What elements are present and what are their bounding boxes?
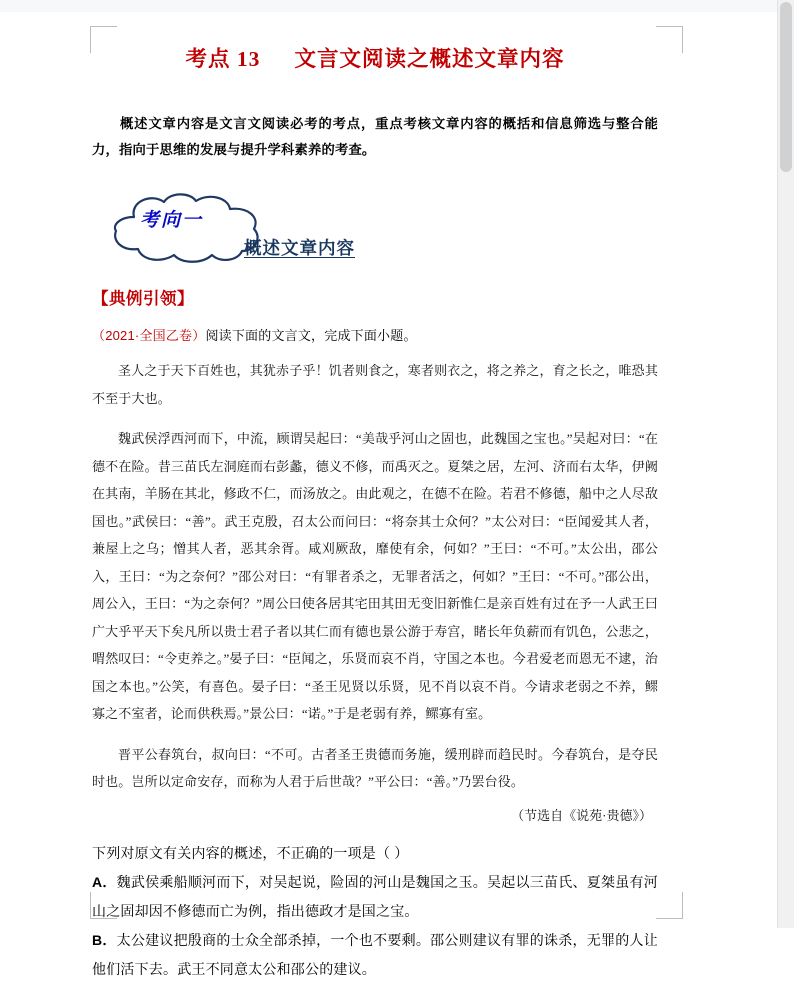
document-page xyxy=(0,12,778,977)
passage-attribution: （节选自《说苑·贵德》） xyxy=(511,807,652,823)
page-title xyxy=(92,42,658,73)
viewport-top-strip xyxy=(0,0,778,12)
crop-mark-top-right xyxy=(656,26,683,53)
cloud-label: 考向一 xyxy=(140,210,204,231)
crop-mark-bottom-right xyxy=(656,892,683,919)
option-a-text: 魏武侯乘船顺河而下，对吴起说，险固的河山是魏国之玉。吴起以三苗氏、夏桀虽有河山之固却因不修德而亡为例，指出德政才是国之宝。 xyxy=(92,874,658,919)
option-a-label: A． xyxy=(92,874,117,890)
title-text: 文言文阅读之概述文章内容 xyxy=(294,47,565,71)
passage-paragraph: 魏武侯浮西河而下，中流，顾谓吴起曰：“美哉乎河山之固也，此魏国之宝也。”吴起对曰：“在德不在险。昔三苗氏左洞庭而右彭蠡，德义不修，而禹灭之。夏桀之居，左河、济而右太华，伊阙在其南，羊肠在其北，修政不仁，而汤放之。由此观之，在德不在险。若君不修德，船中之人尽敌国也。”武侯曰：“善”。武王克殷，召太公而问曰：“将奈其士众何？”太公对曰：“臣闻爱其人者，兼屋上之乌；憎其人者，恶其余胥。咸刈厥敌，靡使有余，何如？”王曰：“不可。”太公出，邵公入，王曰：“为之奈何？”邵公对曰：“有罪者杀之，无罪者活之，何如？”王曰：“不可。”邵公出，周公入，王曰：“为之奈何？”周公曰使各居其宅田其田无变旧新惟仁是亲百姓有过在予一人武王曰广大乎平天下矣凡所以贵士君子者以其仁而有德也景公游于寿宫，睹长年负薪而有饥色，公悲之，喟然叹曰：“令吏养之。”晏子曰：“臣闻之，乐贤而哀不肖，守国之本也。今君爱老而恩无不逮，治国之本也。”公笑，有喜色。晏子曰：“圣王见贤以乐贤，见不肖以哀不肖。今请求老弱之不养，鳏寡之不室者，论而供秩焉。”景公曰：“诺。”于是老弱有养，鳏寡有室。 xyxy=(92,431,658,721)
callout-row xyxy=(92,191,658,283)
exam-source-tag: （2021·全国乙卷） xyxy=(92,328,206,343)
lead-example-tag: 【典例引领】 xyxy=(92,289,194,308)
question-stem: 下列对原文有关内容的概述，不正确的一项是（ ） xyxy=(92,845,409,861)
scrollbar-thumb[interactable] xyxy=(780,2,792,172)
title-number: 考点 13 xyxy=(185,47,261,71)
page-content xyxy=(92,22,658,984)
exam-instruction: 阅读下面的文言文，完成下面小题。 xyxy=(205,328,417,343)
question-option-b xyxy=(92,926,658,984)
exam-prompt-line xyxy=(92,325,658,344)
passage-paragraph: 晋平公春筑台，叔向曰：“不可。古者圣王贵德而务施，缓刑辟而趋民时。今春筑台，是夺民时也。岂所以定命安存，而称为人君于后世哉？”平公曰：“善。”乃罢台役。 xyxy=(92,746,658,789)
passage-paragraph: 圣人之于天下百姓也，其犹赤子乎！饥者则食之，寒者则衣之，将之养之，育之长之，唯恐其不至于大也。 xyxy=(92,363,658,406)
section-heading: 概述文章内容 xyxy=(244,238,355,258)
option-b-label: B． xyxy=(92,932,117,948)
vertical-scrollbar[interactable] xyxy=(777,0,794,928)
intro-paragraph: 概述文章内容是文言文阅读必考的考点，重点考核文章内容的概括和信息筛选与整合能力，指向于思维的发展与提升学科素养的考查。 xyxy=(92,116,658,157)
option-b-text: 太公建议把殷商的士众全部杀掉，一个也不要剩。邵公则建议有罪的诛杀，无罪的人让他们活下去。武王不同意太公和邵公的建议。 xyxy=(92,932,658,977)
question-option-a xyxy=(92,868,658,926)
